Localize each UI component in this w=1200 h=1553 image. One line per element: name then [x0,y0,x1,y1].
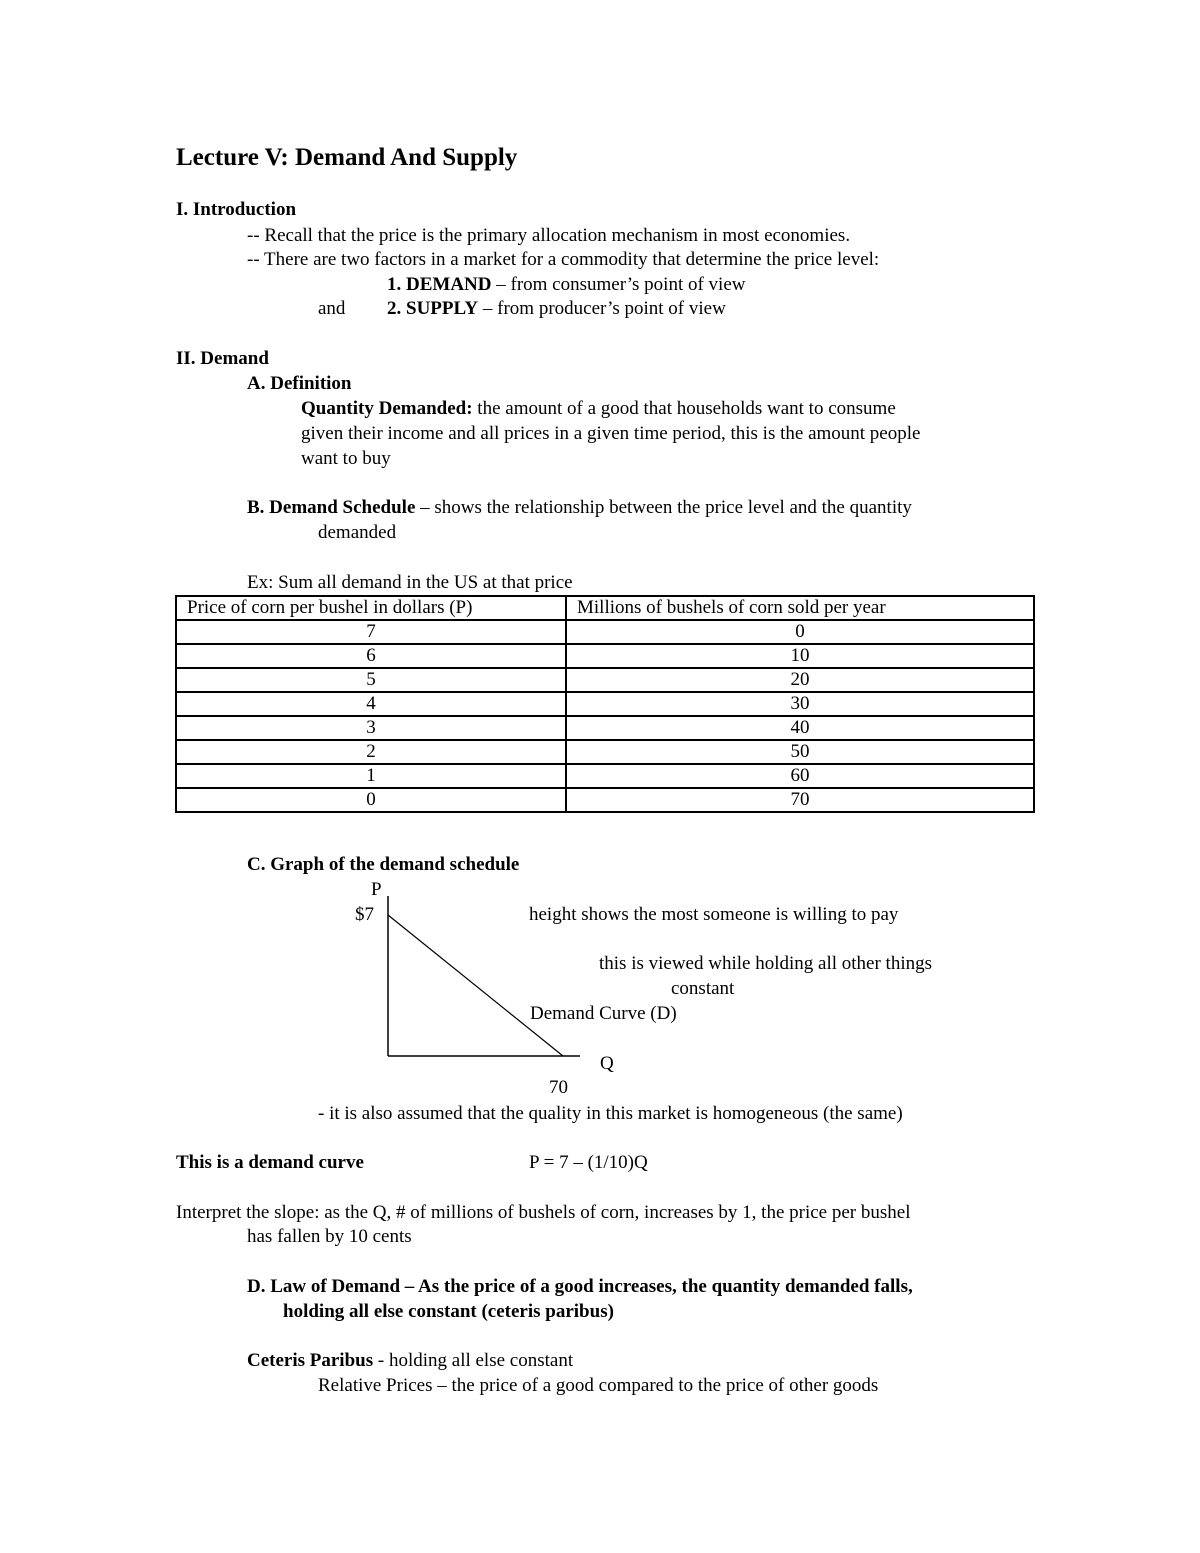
table-cell-quantity: 50 [566,740,1034,764]
table-cell-quantity: 30 [566,692,1034,716]
law-of-demand-1: D. Law of Demand – As the price of a good increases, the quantity demanded falls, [247,1276,913,1297]
table-cell-quantity: 10 [566,644,1034,668]
factor-supply-text: – from producer’s point of view [478,298,726,319]
graph-p-tick-label: $7 [355,904,374,925]
definition-heading: A. Definition [247,373,352,394]
table-cell-price: 5 [176,668,566,692]
table-cell-price: 6 [176,644,566,668]
demand-equation: P = 7 – (1/10)Q [529,1152,648,1173]
table-cell-quantity: 20 [566,668,1034,692]
graph-note-1: height shows the most someone is willing to pay [529,904,899,925]
table-cell-price: 2 [176,740,566,764]
table-cell-quantity: 0 [566,620,1034,644]
ceteris-paribus-text: - holding all else constant [373,1350,574,1371]
demand-curve-statement: This is a demand curve [176,1152,364,1173]
graph-curve-label: Demand Curve (D) [530,1003,677,1024]
graph-note-2: this is viewed while holding all other things [599,953,932,974]
ceteris-paribus [247,1349,573,1373]
demand-schedule-text-1: – shows the relationship between the price level and the quantity [415,497,912,518]
table-cell-price: 4 [176,692,566,716]
factor-and: and [318,298,346,319]
demand-schedule-label: B. Demand Schedule [247,497,416,518]
factor-supply-label: 2. SUPPLY [387,298,479,319]
graph-heading: C. Graph of the demand schedule [247,854,520,875]
table-cell-quantity: 40 [566,716,1034,740]
table-cell-price: 0 [176,788,566,812]
table-cell-price: 3 [176,716,566,740]
table-header-quantity: Millions of bushels of corn sold per year [566,596,1034,620]
section-introduction-heading: I. Introduction [176,199,297,220]
graph-q-axis-label: Q [600,1053,614,1074]
graph-note-3: constant [671,978,735,999]
factor-demand-text: – from consumer’s point of view [491,274,746,295]
table-cell-price: 1 [176,764,566,788]
demand-curve-line [388,915,563,1056]
intro-line-1: -- Recall that the price is the primary allocation mechanism in most economies. [247,225,851,246]
intro-line-2: -- There are two factors in a market for a commodity that determine the price level: [247,249,880,270]
quantity-demanded-text-3: want to buy [301,448,391,469]
table-cell-quantity: 70 [566,788,1034,812]
section-demand-heading: II. Demand [176,348,269,369]
table-cell-price: 7 [176,620,566,644]
demand-schedule-text-2: demanded [318,522,397,543]
graph-p-axis-label: P [371,879,382,900]
factor-demand-label: 1. DEMAND [387,274,492,295]
example-line: Ex: Sum all demand in the US at that price [247,572,573,593]
quantity-demanded-text-2: given their income and all prices in a given time period, this is the amount people [301,423,921,444]
homogeneous-note: - it is also assumed that the quality in this market is homogeneous (the same) [318,1103,903,1124]
graph-q-tick-label: 70 [549,1077,568,1098]
table-cell-quantity: 60 [566,764,1034,788]
slope-interpretation-2: has fallen by 10 cents [247,1226,412,1247]
quantity-demanded-text-1: the amount of a good that households want to consume [472,398,896,419]
relative-prices: Relative Prices – the price of a good compared to the price of other goods [318,1375,879,1396]
quantity-demanded-label: Quantity Demanded: [301,398,473,419]
table-header-price: Price of corn per bushel in dollars (P) [176,596,566,620]
ceteris-paribus-label: Ceteris Paribus [247,1350,374,1371]
law-of-demand-2: holding all else constant (ceteris paribus) [283,1301,614,1322]
slope-interpretation-1: Interpret the slope: as the Q, # of millions of bushels of corn, increases by 1, the price per bushel [176,1202,911,1223]
page-title: Lecture V: Demand And Supply [176,144,518,171]
